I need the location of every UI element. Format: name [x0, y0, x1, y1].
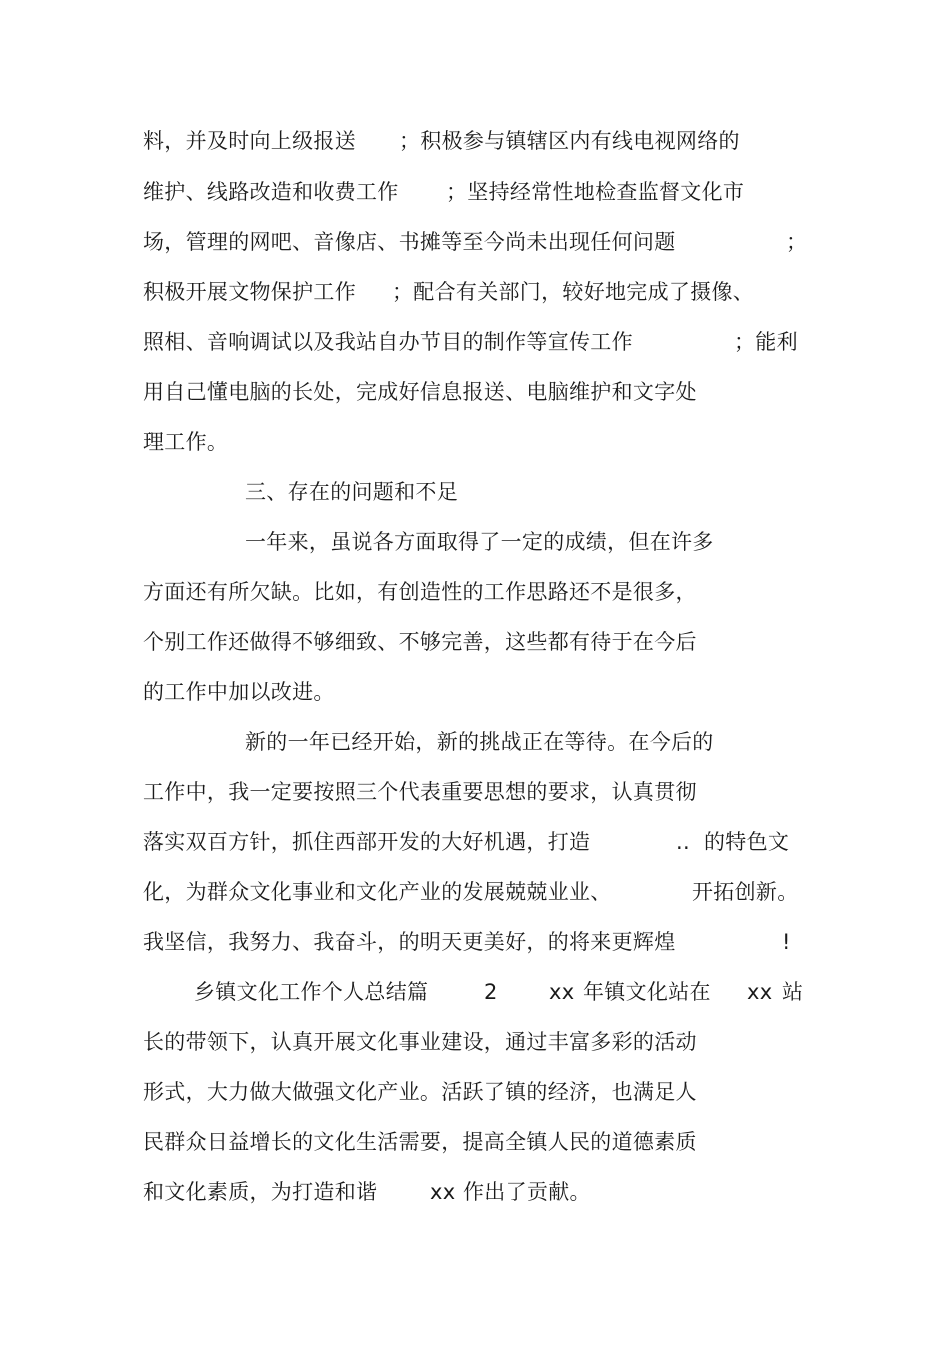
text-line-11 [0, 622, 697, 662]
text-segment: 长的带领下，认真开展文化事业建设，通过丰富多彩的活动 [143, 1030, 697, 1054]
text-line-21 [0, 1122, 697, 1162]
text-segment: 站 [782, 980, 804, 1004]
text-line-7 [0, 422, 229, 462]
text-segment: 照相、音响调试以及我站自办节目的制作等宣传工作 [143, 330, 633, 354]
heading-text: 三、存在的问题和不足 [245, 480, 458, 504]
text-segment: 2 [484, 980, 498, 1004]
text-line-2 [0, 172, 745, 212]
text-segment: ；积极参与镇辖区内有线电视网络的 [399, 129, 740, 153]
text-segment: xx [747, 980, 773, 1004]
text-segment: 的特色文 [704, 830, 790, 854]
text-line-6 [0, 372, 697, 412]
text-segment: 的工作中加以改进。 [143, 680, 335, 704]
text-segment: 理工作。 [143, 430, 229, 454]
text-segment: 和文化素质，为打造和谐 [143, 1180, 378, 1204]
text-segment: xx [430, 1180, 456, 1204]
text-segment: ；配合有关部门，较好地完成了摄像、 [392, 280, 755, 304]
text-line-15 [0, 822, 790, 862]
text-line-13 [0, 722, 714, 762]
text-segment: 个别工作还做得不够细致、不够完善，这些都有待于在今后 [143, 630, 697, 654]
text-line-12 [0, 672, 335, 712]
text-line-20 [0, 1072, 697, 1112]
text-segment: 年镇文化站在 [583, 980, 711, 1004]
text-segment: .. [676, 830, 690, 854]
text-segment: 乡镇文化工作个人总结篇 [194, 980, 429, 1004]
text-segment: ； [786, 230, 808, 254]
text-segment: 开拓创新。 [692, 880, 799, 904]
text-line-16 [0, 872, 799, 912]
text-line-17 [0, 922, 791, 962]
text-line-9 [0, 522, 714, 562]
text-line-10 [0, 572, 697, 612]
text-line-18 [0, 972, 804, 1012]
text-segment: 民群众日益增长的文化生活需要，提高全镇人民的道德素质 [143, 1130, 697, 1154]
text-segment: 一年来，虽说各方面取得了一定的成绩，但在许多 [245, 530, 714, 554]
text-segment: 新的一年已经开始，新的挑战正在等待。在今后的 [245, 730, 714, 754]
text-line-22 [0, 1172, 591, 1212]
text-segment: 方面还有所欠缺。比如，有创造性的工作思路还不是很多， [143, 580, 697, 604]
text-segment: 场，管理的网吧、音像店、书摊等至今尚未出现任何问题 [143, 230, 676, 254]
text-segment: ；能利 [734, 330, 798, 354]
text-segment: 用自己懂电脑的长处，完成好信息报送、电脑维护和文字处 [143, 380, 697, 404]
text-line-4 [0, 272, 755, 312]
text-segment: 作出了贡献。 [463, 1180, 591, 1204]
section-heading [0, 472, 458, 512]
text-line-3 [0, 222, 808, 262]
text-segment: 积极开展文物保护工作 [143, 280, 356, 304]
text-line-19 [0, 1022, 697, 1062]
text-line-1 [0, 121, 740, 161]
text-segment: xx [549, 980, 575, 1004]
text-segment: 形式，大力做大做强文化产业。活跃了镇的经济，也满足人 [143, 1080, 697, 1104]
text-segment: 化，为群众文化事业和文化产业的发展兢兢业业、 [143, 880, 612, 904]
text-segment: ! [782, 930, 791, 954]
text-segment: 维护、线路改造和收费工作 [143, 180, 399, 204]
text-segment: 落实双百方针，抓住西部开发的大好机遇，打造 [143, 830, 591, 854]
text-segment: 料，并及时向上级报送 [143, 129, 356, 153]
text-line-14 [0, 772, 697, 812]
text-line-5 [0, 322, 798, 362]
text-segment: ；坚持经常性地检查监督文化市 [446, 180, 745, 204]
text-segment: 工作中，我一定要按照三个代表重要思想的要求，认真贯彻 [143, 780, 697, 804]
text-segment: 我坚信，我努力、我奋斗，的明天更美好，的将来更辉煌 [143, 930, 676, 954]
